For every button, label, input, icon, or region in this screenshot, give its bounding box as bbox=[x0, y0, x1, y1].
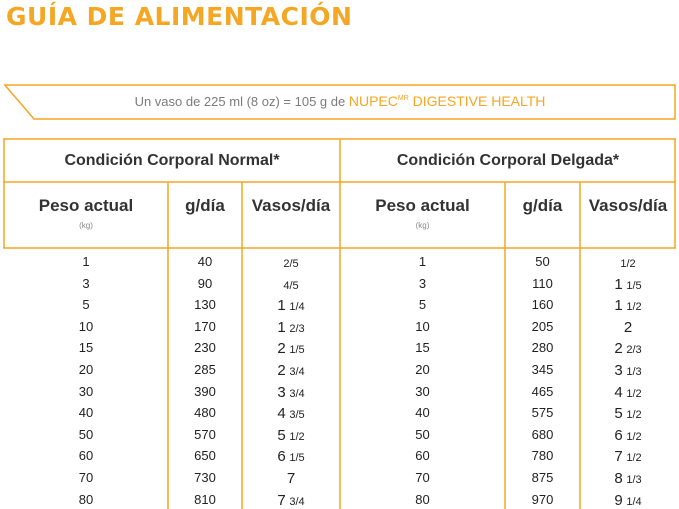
banner-text bbox=[4, 93, 676, 109]
vasos-cell bbox=[242, 319, 340, 336]
vasos-whole: 2 bbox=[623, 318, 633, 336]
peso-cell: 5 bbox=[418, 297, 427, 313]
vasos-whole: 2 bbox=[277, 362, 286, 379]
peso-cell: 40 bbox=[78, 405, 94, 421]
vasos-cell bbox=[242, 427, 340, 444]
col-unit-thin: (kg) bbox=[415, 221, 430, 230]
vasos-whole: 6 bbox=[614, 426, 623, 444]
peso-cell: 15 bbox=[78, 340, 94, 356]
vasos-cell bbox=[580, 405, 676, 422]
header-thin: Condición Corporal Delgada* bbox=[396, 152, 620, 169]
product-name: DIGESTIVE HEALTH bbox=[412, 93, 546, 109]
vasos-cell bbox=[580, 340, 676, 357]
vasos-cell bbox=[580, 470, 676, 487]
vasos-fraction: 2/3 bbox=[626, 344, 642, 357]
col-gdia-thin: g/día bbox=[522, 196, 563, 215]
peso-cell: 10 bbox=[415, 318, 430, 334]
vasos-fraction: 2/5 bbox=[283, 258, 299, 270]
col-vasos-thin: Vasos/día bbox=[588, 196, 668, 215]
vasos-fraction: 3/4 bbox=[289, 387, 305, 400]
vasos-fraction: 3/4 bbox=[289, 366, 305, 378]
vasos-fraction: 2/3 bbox=[289, 322, 305, 335]
peso-cell: 70 bbox=[415, 470, 430, 485]
vasos-whole: 1 bbox=[614, 275, 623, 293]
vasos-cell bbox=[242, 470, 340, 487]
brand-mark: MR bbox=[397, 95, 409, 102]
vasos-cell bbox=[580, 492, 676, 509]
gdia-cell: 280 bbox=[531, 340, 554, 356]
vasos-fraction: 1/2 bbox=[626, 301, 642, 314]
vasos-whole: 7 bbox=[614, 448, 623, 466]
vasos-cell bbox=[242, 384, 340, 401]
serving-banner bbox=[4, 84, 676, 120]
vasos-cell bbox=[580, 448, 676, 465]
col-unit-normal: (kg) bbox=[79, 221, 93, 230]
vasos-whole: 2 bbox=[614, 340, 623, 358]
vasos-whole: 2 bbox=[277, 340, 286, 358]
vasos-cell bbox=[580, 362, 676, 379]
vasos-cell bbox=[580, 276, 676, 293]
gdia-cell: 680 bbox=[531, 426, 554, 442]
gdia-cell: 465 bbox=[531, 383, 554, 399]
vasos-fraction: 1/2 bbox=[626, 409, 642, 422]
vasos-whole: 3 bbox=[277, 383, 286, 401]
vasos-cell bbox=[580, 297, 676, 314]
gdia-cell: 40 bbox=[197, 254, 213, 269]
vasos-fraction: 1/2 bbox=[620, 258, 636, 270]
vasos-whole: 5 bbox=[614, 405, 623, 423]
gdia-cell: 970 bbox=[531, 491, 554, 507]
vasos-fraction: 1/2 bbox=[626, 430, 642, 443]
vasos-whole: 5 bbox=[277, 426, 286, 444]
vasos-cell bbox=[242, 405, 340, 422]
vasos-cell bbox=[242, 297, 340, 314]
serving-size-text: Un vaso de 225 ml (8 oz) = 105 g de bbox=[134, 94, 346, 109]
peso-cell: 15 bbox=[415, 340, 430, 356]
gdia-cell: 730 bbox=[194, 470, 216, 485]
peso-cell: 50 bbox=[78, 426, 94, 442]
peso-cell: 20 bbox=[78, 362, 94, 377]
gdia-cell: 480 bbox=[194, 405, 216, 421]
peso-cell: 3 bbox=[418, 275, 427, 291]
vasos-whole: 4 bbox=[277, 405, 286, 423]
gdia-cell: 575 bbox=[531, 405, 554, 421]
vasos-fraction: 1/3 bbox=[626, 366, 642, 378]
vasos-cell bbox=[242, 492, 340, 509]
gdia-cell: 810 bbox=[194, 491, 216, 507]
vasos-fraction: 1/5 bbox=[289, 452, 305, 465]
peso-cell: 70 bbox=[78, 470, 94, 485]
peso-cell: 1 bbox=[418, 254, 427, 269]
feeding-table bbox=[3, 138, 676, 509]
vasos-fraction: 1/2 bbox=[626, 452, 642, 465]
col-vasos-normal: Vasos/día bbox=[251, 196, 331, 215]
col-peso-normal: Peso actual bbox=[38, 196, 134, 215]
gdia-cell: 205 bbox=[531, 318, 554, 334]
vasos-whole: 1 bbox=[277, 318, 286, 336]
gdia-cell: 130 bbox=[194, 297, 216, 313]
vasos-fraction: 1/5 bbox=[289, 344, 305, 357]
peso-cell: 60 bbox=[78, 448, 94, 464]
vasos-whole: 8 bbox=[614, 470, 623, 487]
vasos-cell bbox=[242, 448, 340, 465]
vasos-fraction: 1/4 bbox=[626, 495, 642, 508]
vasos-cell bbox=[580, 427, 676, 444]
vasos-whole: 4 bbox=[614, 383, 623, 401]
vasos-whole: 3 bbox=[614, 362, 623, 379]
gdia-cell: 570 bbox=[194, 426, 216, 442]
vasos-cell bbox=[242, 254, 340, 271]
vasos-cell bbox=[580, 319, 676, 336]
page-title: GUÍA DE ALIMENTACIÓN bbox=[6, 2, 353, 31]
header-normal: Condición Corporal Normal* bbox=[64, 152, 280, 169]
vasos-fraction: 1/2 bbox=[289, 430, 305, 443]
gdia-cell: 650 bbox=[194, 448, 216, 464]
vasos-whole: 1 bbox=[614, 297, 623, 315]
col-peso-thin: Peso actual bbox=[375, 196, 470, 215]
vasos-fraction: 1/3 bbox=[626, 474, 642, 486]
vasos-cell bbox=[242, 362, 340, 379]
vasos-whole: 7 bbox=[286, 470, 296, 487]
gdia-cell: 90 bbox=[197, 275, 213, 291]
gdia-cell: 780 bbox=[531, 448, 554, 464]
vasos-fraction: 3/5 bbox=[289, 409, 305, 422]
gdia-cell: 345 bbox=[531, 362, 554, 377]
peso-cell: 10 bbox=[78, 318, 94, 334]
peso-cell: 1 bbox=[82, 254, 90, 269]
gdia-cell: 875 bbox=[531, 470, 554, 485]
gdia-cell: 390 bbox=[194, 383, 216, 399]
vasos-fraction: 1/5 bbox=[626, 279, 642, 292]
peso-cell: 80 bbox=[78, 491, 94, 507]
gdia-cell: 110 bbox=[532, 275, 553, 291]
peso-cell: 40 bbox=[415, 405, 430, 421]
col-gdia-normal: g/día bbox=[185, 196, 225, 215]
vasos-whole: 6 bbox=[277, 448, 286, 466]
vasos-cell bbox=[580, 254, 676, 271]
peso-cell: 3 bbox=[82, 275, 90, 291]
peso-cell: 30 bbox=[78, 383, 94, 399]
vasos-fraction: 4/5 bbox=[283, 279, 299, 292]
gdia-cell: 285 bbox=[194, 362, 216, 377]
peso-cell: 60 bbox=[415, 448, 430, 464]
gdia-cell: 170 bbox=[194, 318, 216, 334]
gdia-cell: 230 bbox=[194, 340, 216, 356]
peso-cell: 5 bbox=[82, 297, 90, 313]
brand-name: $NUPEC^{MR}$ DIGESTIVE HEALTH bbox=[348, 93, 546, 109]
peso-cell: 20 bbox=[415, 362, 430, 377]
peso-cell: 80 bbox=[415, 491, 430, 507]
vasos-whole: 1 bbox=[277, 297, 286, 315]
vasos-whole: 7 bbox=[277, 491, 286, 509]
peso-cell: 30 bbox=[415, 383, 430, 399]
peso-cell: 50 bbox=[415, 426, 430, 442]
gdia-cell: 50 bbox=[535, 254, 550, 269]
vasos-whole: 9 bbox=[614, 491, 623, 509]
vasos-fraction: 3/4 bbox=[289, 495, 305, 508]
vasos-cell bbox=[580, 384, 676, 401]
vasos-fraction: 1/4 bbox=[289, 301, 305, 314]
vasos-cell bbox=[242, 340, 340, 357]
vasos-cell bbox=[242, 276, 340, 293]
gdia-cell: 160 bbox=[531, 297, 554, 313]
vasos-fraction: 1/2 bbox=[626, 387, 642, 400]
